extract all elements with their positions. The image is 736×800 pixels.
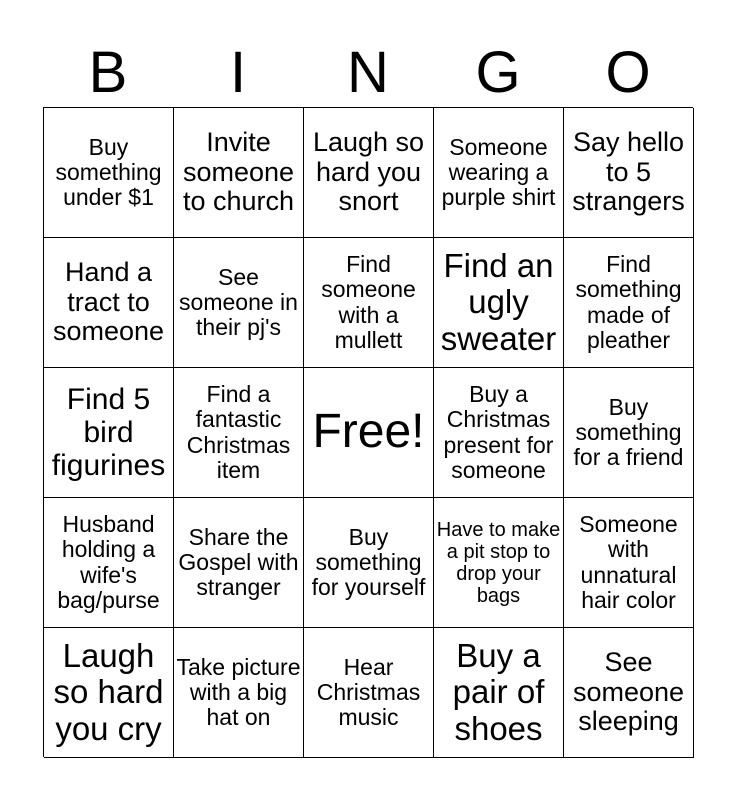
bingo-cell[interactable]	[434, 108, 564, 238]
cell-text: Find someone with a mullett	[321, 250, 416, 353]
cell-text: Find an ugly sweater	[440, 247, 557, 357]
bingo-cell[interactable]	[304, 108, 434, 238]
bingo-cell[interactable]	[564, 238, 694, 368]
bingo-header	[43, 40, 693, 106]
cell-text: Laugh so hard you cry	[53, 637, 164, 747]
cell-text: Buy a pair of shoes	[452, 637, 545, 747]
header-letter-o: O	[605, 40, 651, 105]
bingo-cell[interactable]	[174, 238, 304, 368]
bingo-cell[interactable]	[564, 628, 694, 758]
bingo-cell[interactable]	[434, 368, 564, 498]
bingo-cell[interactable]	[564, 368, 694, 498]
cell-text: Share the Gospel with stranger	[178, 523, 299, 601]
bingo-cell[interactable]	[44, 498, 174, 628]
bingo-cell[interactable]	[44, 368, 174, 498]
bingo-cell[interactable]	[304, 628, 434, 758]
bingo-grid	[43, 107, 693, 757]
header-letter-g: G	[475, 40, 521, 105]
bingo-cell[interactable]	[564, 498, 694, 628]
bingo-cell[interactable]	[174, 498, 304, 628]
bingo-cell[interactable]	[564, 108, 694, 238]
cell-text: Take picture with a big hat on	[176, 653, 301, 731]
header-letter-i: I	[229, 40, 247, 105]
cell-text: Hand a tract to someone	[52, 256, 165, 347]
cell-text: See someone in their pj's	[179, 263, 298, 341]
bingo-cell[interactable]	[44, 628, 174, 758]
cell-text: Buy something for a friend	[573, 393, 684, 471]
cell-text: Husband holding a wife's bag/purse	[57, 510, 160, 613]
cell-text: Someone with unnatural hair color	[579, 510, 678, 613]
bingo-cell[interactable]	[434, 498, 564, 628]
cell-text: Buy something for yourself	[311, 523, 426, 601]
cell-text: Buy something under $1	[55, 133, 162, 211]
bingo-cell[interactable]	[44, 108, 174, 238]
free-space[interactable]	[304, 368, 434, 498]
bingo-cell[interactable]	[304, 498, 434, 628]
bingo-cell[interactable]	[434, 238, 564, 368]
cell-text: Hear Christmas music	[316, 653, 421, 731]
cell-text: Find 5 bird figurines	[51, 383, 166, 482]
cell-text: Find a fantastic Christmas item	[186, 380, 291, 483]
cell-text: See someone sleeping	[572, 646, 685, 737]
cell-text: Buy a Christmas present for someone	[443, 380, 554, 483]
bingo-cell[interactable]	[44, 238, 174, 368]
cell-text: Free!	[312, 405, 425, 459]
cell-text: Someone wearing a purple shirt	[441, 133, 556, 211]
cell-text: Invite someone to church	[182, 126, 295, 217]
cell-text: Laugh so hard you snort	[312, 126, 425, 217]
cell-text: Say hello to 5 strangers	[572, 126, 685, 217]
cell-text: Have to make a pit stop to drop your bags	[436, 518, 561, 607]
bingo-cell[interactable]	[174, 628, 304, 758]
bingo-cell[interactable]	[174, 368, 304, 498]
bingo-cell[interactable]	[434, 628, 564, 758]
header-letter-b: B	[88, 40, 128, 105]
header-letter-n: N	[347, 40, 389, 105]
bingo-cell[interactable]	[174, 108, 304, 238]
cell-text: Find something made of pleather	[575, 250, 682, 353]
bingo-cell[interactable]	[304, 238, 434, 368]
